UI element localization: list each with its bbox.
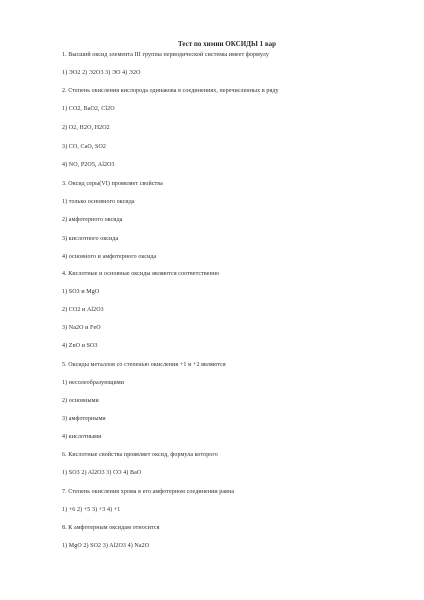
answer-line-5-1: 1) несолеобразующими	[62, 380, 125, 386]
answer-line-4-1: 1) SO3 и MgO	[62, 289, 100, 295]
question-3: 3. Оксид серы(VI) проявляет свойства	[62, 181, 163, 187]
document-title: Тест по химии ОКСИДЫ 1 вар	[178, 40, 276, 48]
answer-line-7: 1) +6 2) +5 3) +3 4) +1	[62, 507, 121, 513]
question-7: 7. Степень окисления хрома в его амфотерном соединении равна	[62, 489, 235, 495]
question-1: 1. Высший оксид элемента III группы периодической системы имеет формулу	[62, 52, 269, 58]
question-5: 5. Оксиды металлов со степенью окисления +1 и +2 являются	[62, 362, 226, 368]
question-4: 4. Кислотные и основные оксиды являются соответственно	[62, 271, 220, 277]
question-6: 6. Кислотные свойства проявляет оксид, формула которого	[62, 452, 218, 458]
answer-line-2-3: 3) CO, CaO, SO2	[62, 144, 107, 150]
answer-line-4-4: 4) ZnO и SO3	[62, 343, 98, 349]
answer-line-6: 1) SO3 2) Al2O3 3) CO 4) BaO	[62, 470, 142, 476]
question-8: 8. К амфотерным оксидам относится	[62, 525, 160, 531]
answer-line-2-1: 1) СО2, BaO2, Cl2O	[62, 106, 115, 112]
question-2: 2. Степень окисления кислорода одинакова в соединениях, перечисленных в ряду	[62, 88, 279, 94]
answer-line-3-1: 1) только основного оксида	[62, 199, 135, 205]
answer-line-3-3: 3) кислотного оксида	[62, 236, 119, 242]
answer-line-8: 1) MgO 2) SO2 3) Al2O3 4) Na2O	[62, 543, 150, 549]
answer-line-5-3: 3) амфотерными	[62, 416, 106, 422]
answer-line-3-2: 2) амфотерного оксида	[62, 217, 123, 223]
answer-line-4-2: 2) CO2 и Al2O3	[62, 307, 104, 313]
answer-line-5-2: 2) основными	[62, 398, 99, 404]
answer-line-3-4: 4) основного и амфотерного оксида	[62, 254, 157, 260]
answer-line-1: 1) ЭО2 2) Э2О3 3) ЭО 4) Э2О	[62, 70, 141, 76]
answer-line-2-4: 4) NO, P2O5, Al2O3	[62, 162, 115, 168]
answer-line-4-3: 3) Na2O и FeO	[62, 325, 101, 331]
answer-line-2-2: 2) O2, H2O, H2O2	[62, 125, 110, 131]
answer-line-5-4: 4) кислотными	[62, 434, 102, 440]
